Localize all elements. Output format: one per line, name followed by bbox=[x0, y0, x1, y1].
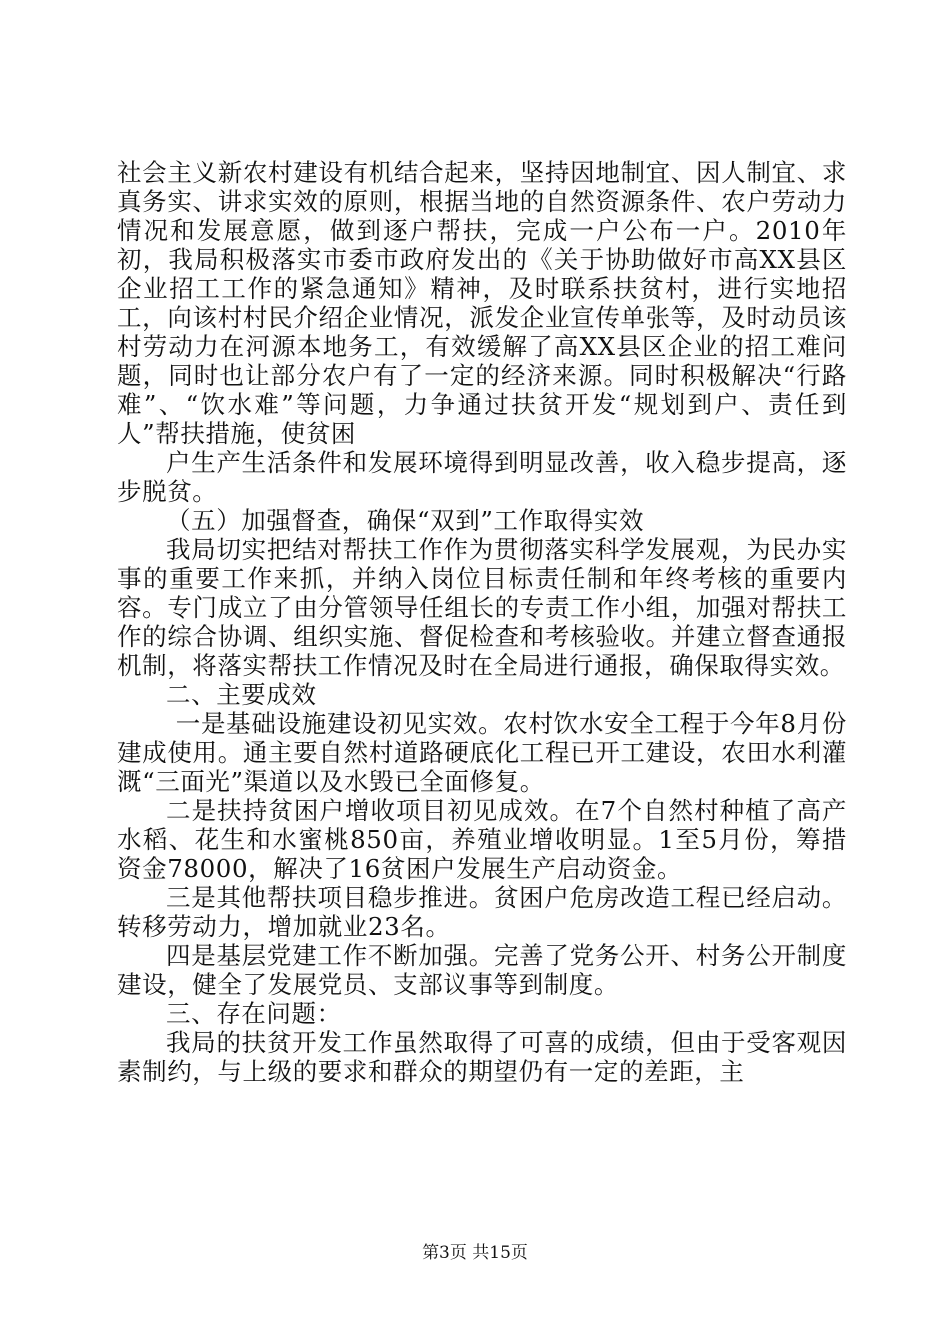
page-footer bbox=[0, 1243, 950, 1263]
paragraph-continuation: 社会主义新农村建设有机结合起来，坚持因地制宜、因人制宜、求真务实、讲求实效的原则，根据当地的自然资源条件、农户劳动力情况和发展意愿，做到逐户帮扶，完成一户公布一户。2010年初，我局积极落实市委市政府发出的《关于协助做好市高XX县区企业招工工作的紧急通知》精神，及时联系扶贫村，进行实地招工，向该村村民介绍企业情况，派发企业宣传单张等，及时动员该村劳动力在河源本地务工，有效缓解了高XX县区企业的招工难问题，同时也让部分农户有了一定的经济来源。同时积极解决“行路难”、“饮水难”等问题，力争通过扶贫开发“规划到户、责任到人”帮扶措施，使贫困 bbox=[117, 158, 847, 448]
paragraph: 我局切实把结对帮扶工作作为贯彻落实科学发展观，为民办实事的重要工作来抓，并纳入岗位目标责任制和年终考核的重要内容。专门成立了由分管领导任组长的专责工作小组，加强对帮扶工作的综合协调、组织实施、督促检查和考核验收。并建立督查通报机制，将落实帮扶工作情况及时在全局进行通报，确保取得实效。 bbox=[117, 535, 847, 680]
page-number: 第3页 共15页 bbox=[422, 1243, 528, 1263]
paragraph: 我局的扶贫开发工作虽然取得了可喜的成绩，但由于受客观因素制约，与上级的要求和群众的期望仍有一定的差距，主 bbox=[117, 1028, 847, 1086]
paragraph: 户生产生活条件和发展环境得到明显改善，收入稳步提高，逐步脱贫。 bbox=[117, 448, 847, 506]
section-heading: （五）加强督查，确保“双到”工作取得实效 bbox=[166, 506, 645, 535]
section-heading: 二、主要成效 bbox=[166, 680, 317, 709]
paragraph: 四是基层党建工作不断加强。完善了党务公开、村务公开制度建设，健全了发展党员、支部议事等到制度。 bbox=[117, 941, 847, 999]
body-text bbox=[117, 158, 847, 1086]
paragraph: 三是其他帮扶项目稳步推进。贫困户危房改造工程已经启动。转移劳动力，增加就业23名。 bbox=[117, 883, 847, 941]
paragraph: 二是扶持贫困户增收项目初见成效。在7个自然村种植了高产水稻、花生和水蜜桃850亩，养殖业增收明显。1至5月份，筹措资金78000，解决了16贫困户发展生产启动资金。 bbox=[117, 796, 847, 883]
section-heading: 三、存在问题： bbox=[166, 999, 342, 1028]
paragraph: 一是基础设施建设初见实效。农村饮水安全工程于今年8月份建成使用。通主要自然村道路硬底化工程已开工建设，农田水利灌溉“三面光”渠道以及水毁已全面修复。 bbox=[117, 709, 847, 796]
